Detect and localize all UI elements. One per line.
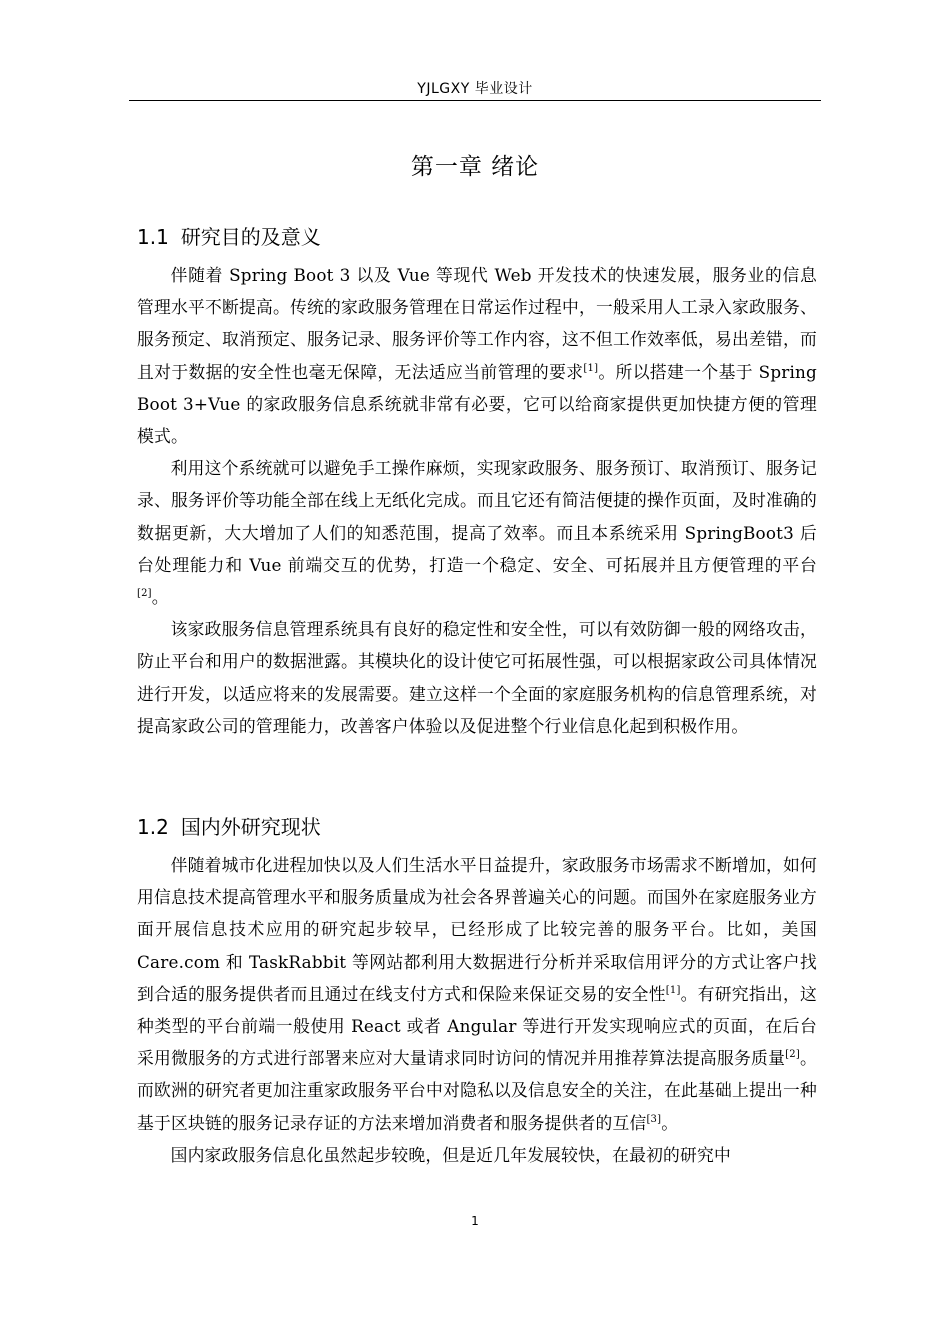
running-header: YJLGXY 毕业设计	[417, 81, 533, 97]
citation-marker: [1]	[665, 984, 681, 996]
paragraph	[137, 1139, 817, 1171]
paragraph	[137, 259, 817, 452]
section-heading-1-2	[137, 811, 321, 840]
paragraph-text: 利用这个系统就可以避免手工操作麻烦，实现家政服务、服务预订、取消预订、服务记录、服务评价等功能全部在线上无纸化完成。而且它还有简洁便捷的操作页面，及时准确的数据更新，大大增加了人们的知悉范围，提高了效率。而且本系统采用 SpringBoot3 后台处理能力和 Vue 前端交互的优势，打造一个稳定、安全、可拓展并且方便管理的平台	[137, 458, 817, 575]
paragraph-text: 。而欧洲的研究者更加注重家政服务平台中对隐私以及信息安全的关注，在此基础上提出一种基于区块链的服务记录存证的方法来增加消费者和服务提供者的互信	[137, 1048, 817, 1133]
paragraph	[137, 452, 817, 613]
header-rule	[129, 100, 821, 101]
section-title: 研究目的及意义	[180, 225, 321, 249]
paragraph-text: 伴随着 Spring Boot 3 以及 Vue 等现代 Web 开发技术的快速发展，服务业的信息管理水平不断提高。传统的家政服务管理在日常运作过程中，一般采用人工录入家政服务、服务预定、取消预定、服务记录、服务评价等工作内容，这不但工作效率低，易出差错，而且对于数据的安全性也毫无保障，无法适应当前管理的要求	[137, 265, 817, 382]
section-number: 1.1	[137, 225, 169, 249]
section-body-1-1	[137, 259, 817, 742]
paragraph-text: 国内家政服务信息化虽然起步较晚，但是近几年发展较快，在最初的研究中	[170, 1144, 731, 1165]
citation-marker: [1]	[583, 362, 599, 374]
section-title: 国内外研究现状	[180, 815, 321, 839]
section-number: 1.2	[137, 815, 169, 839]
page-number: 1	[471, 1214, 479, 1228]
citation-marker: [2]	[137, 588, 152, 600]
paragraph-text: 。有研究指出，这种类型的平台前端一般使用 React 或者 Angular 等进行开发实现响应式的页面，在后台采用微服务的方式进行部署来应对大量请求同时访问的情况并用推荐算法提高服务质量	[137, 983, 818, 1069]
citation-marker: [2]	[785, 1049, 800, 1061]
chapter-title: 第一章 绪论	[410, 154, 540, 180]
paragraph-text: 。	[151, 587, 169, 608]
citation-marker: [3]	[646, 1113, 662, 1125]
paragraph-text: 该家政服务信息管理系统具有良好的稳定性和安全性，可以有效防御一般的网络攻击，防止平台和用户的数据泄露。其模块化的设计使它可拓展性强，可以根据家政公司具体情况进行开发，以适应将来的发展需要。建立这样一个全面的家庭服务机构的信息管理系统，对提高家政公司的管理能力，改善客户体验以及促进整个行业信息化起到积极作用。	[137, 619, 817, 736]
paragraph-text: 。	[661, 1112, 679, 1133]
paragraph	[137, 613, 817, 742]
paragraph-text: 伴随着城市化进程加快以及人们生活水平日益提升，家政服务市场需求不断增加，如何用信息技术提高管理水平和服务质量成为社会各界普遍关心的问题。而国外在家庭服务业方面开展信息技术应用的研究起步较早，已经形成了比较完善的服务平台。比如，美国 Care.com 和 TaskRabbit 等网站都利用大数据进行分析并采取信用评分的方式让客户找到合适的服务提供者而且通过在线支付方式和保险来保证交易的安全性	[137, 855, 817, 1004]
paragraph-text: 。所以搭建一个基于 Spring Boot 3+Vue 的家政服务信息系统就非常有必要，它可以给商家提供更加快捷方便的管理模式。	[137, 361, 818, 447]
section-body-1-2	[137, 849, 817, 1171]
section-heading-1-1	[137, 221, 321, 250]
paragraph	[137, 849, 817, 1139]
